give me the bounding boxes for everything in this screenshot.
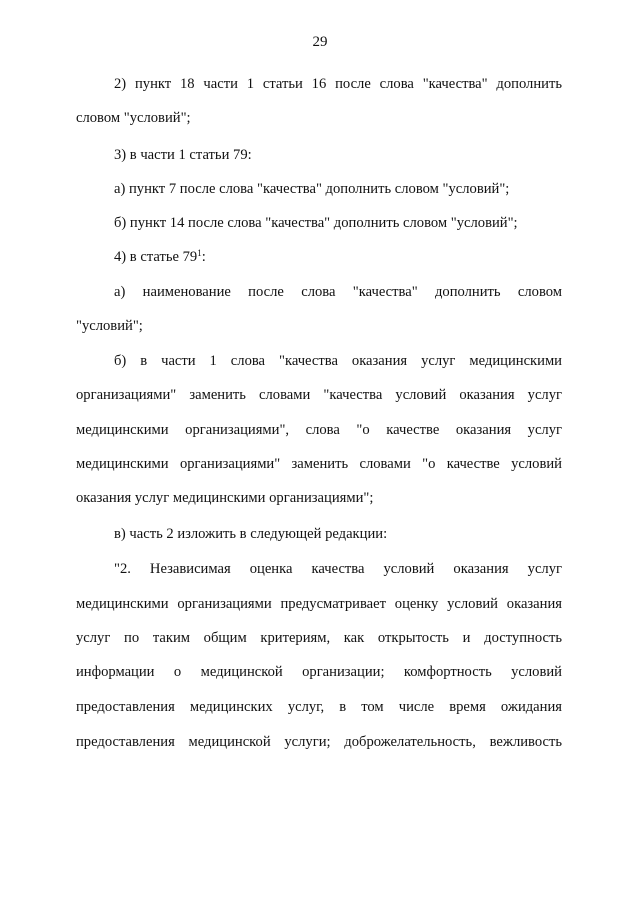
text-line: 3) в части 1 статьи 79:: [114, 147, 252, 163]
text-line: организациями" заменить словами "качества условий оказания услуг: [76, 387, 562, 403]
text-line: "условий";: [76, 318, 143, 334]
text-line: "2. Независимая оценка качества условий оказания услуг: [114, 561, 562, 577]
text-line: медицинскими организациями" заменить словами "о качестве условий: [76, 456, 562, 472]
text-line: 2) пункт 18 части 1 статьи 16 после слова "качества" дополнить: [114, 76, 562, 92]
text-line: информации о медицинской организации; комфортность условий: [76, 664, 562, 680]
text-line: оказания услуг медицинскими организациями";: [76, 490, 374, 506]
text-line: а) наименование после слова "качества" дополнить словом: [114, 284, 562, 300]
text-line: а) пункт 7 после слова "качества" дополнить словом "условий";: [114, 181, 510, 197]
text-line: предоставления медицинских услуг, в том числе время ожидания: [76, 699, 562, 715]
text-line: б) пункт 14 после слова "качества" дополнить словом "условий";: [114, 215, 518, 231]
text-line: словом "условий";: [76, 110, 191, 126]
text-line: в) часть 2 изложить в следующей редакции:: [114, 526, 388, 542]
text-line: [114, 248, 206, 266]
page-number: 29: [312, 34, 328, 50]
text-line: услуг по таким общим критериям, как открытость и доступность: [76, 630, 562, 646]
text-fragment: 4) в статье 79: [114, 249, 198, 265]
superscript: 1: [197, 248, 202, 258]
text-line: медицинскими организациями", слова "о качестве оказания услуг: [76, 422, 562, 438]
text-line: б) в части 1 слова "качества оказания услуг медицинскими: [114, 353, 562, 369]
text-line: предоставления медицинской услуги; доброжелательность, вежливость: [76, 734, 562, 750]
text-line: медицинскими организациями предусматривает оценку условий оказания: [76, 596, 562, 612]
text-fragment: :: [201, 249, 206, 265]
